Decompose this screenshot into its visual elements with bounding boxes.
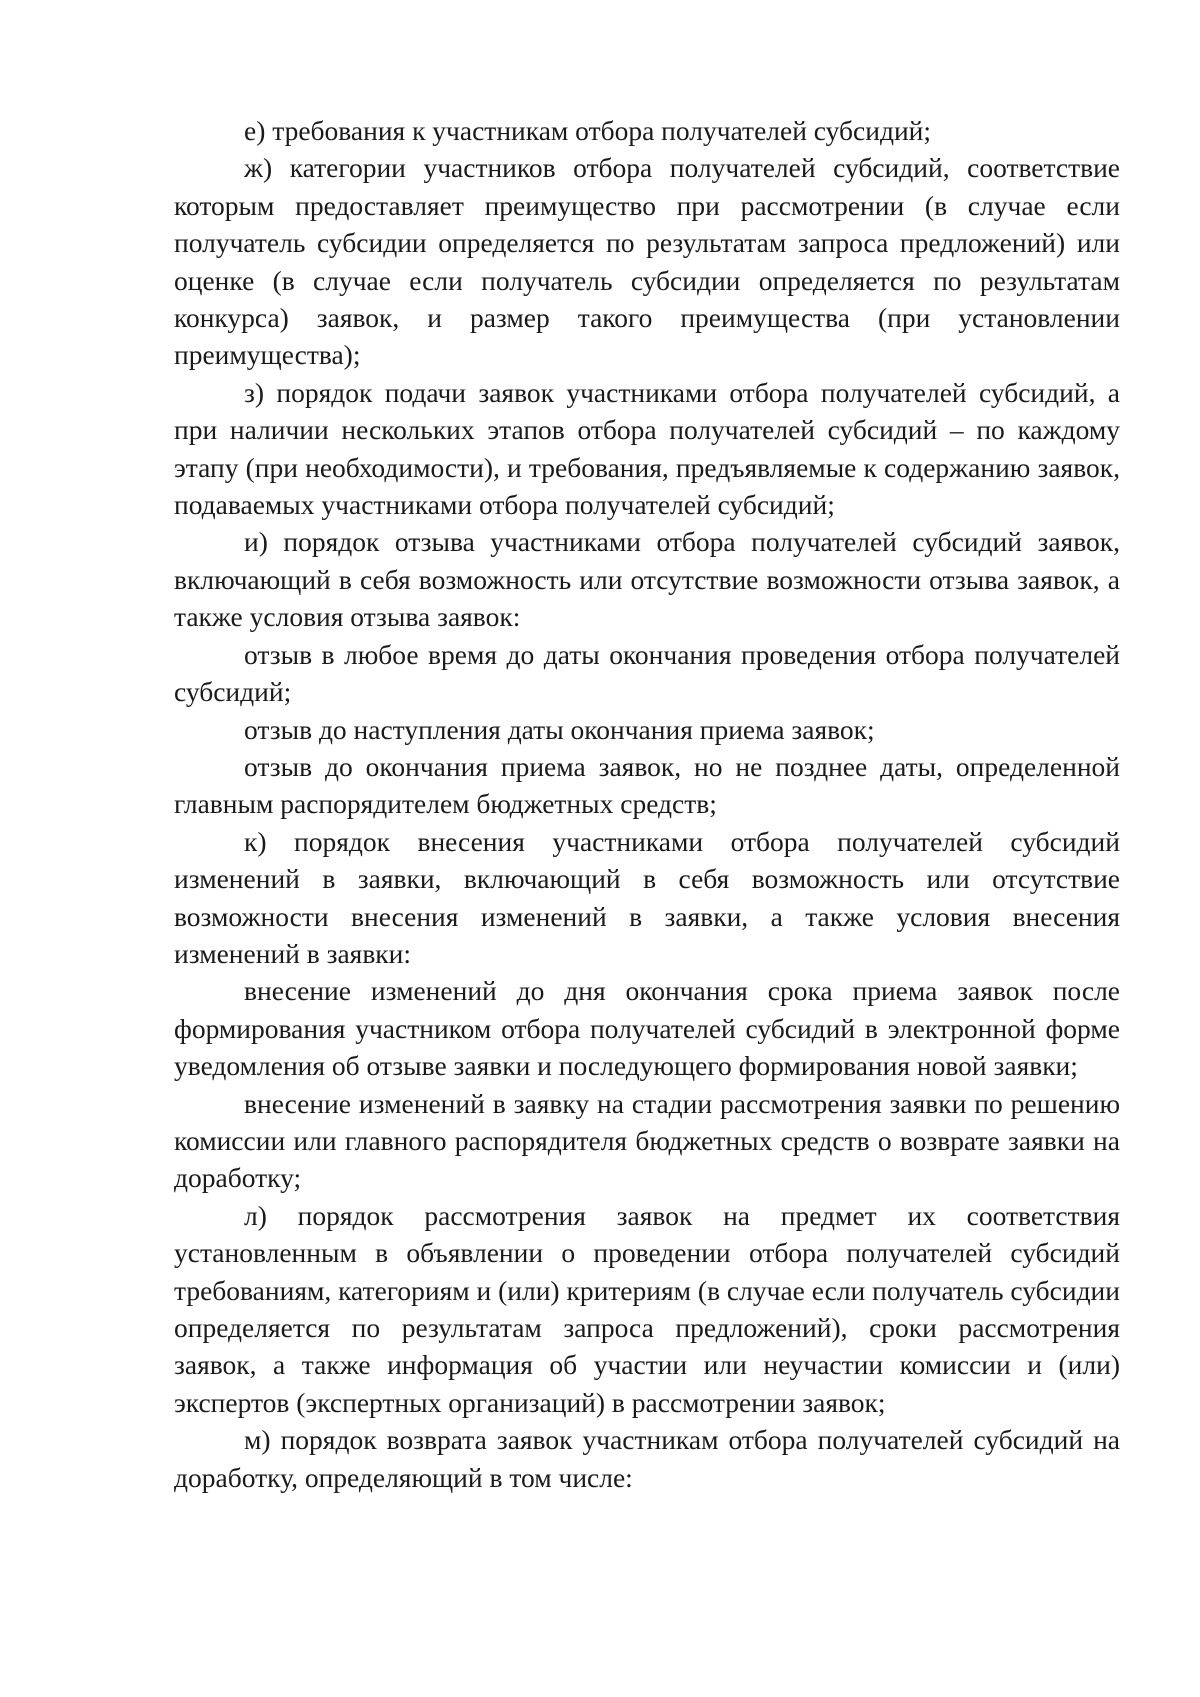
paragraph-zh-categories: ж) категории участников отбора получателей субсидий, соответствие которым предоставляет преимущество при рассмотрении (в случае если получатель субсидии определяется по результатам запроса предложений) или оценке (в случае если получатель субсидии определяется по результатам конкурса) заявок, и размер такого преимущества (при установлении преимущества);	[174, 152, 1120, 371]
paragraph-m-return: м) порядок возврата заявок участникам отбора получателей субсидий на доработку, определяющий в том числе:	[174, 1424, 1120, 1493]
paragraph-withdrawal-option-3: отзыв до окончания приема заявок, но не позднее даты, определенной главным распорядителем бюджетных средств;	[174, 750, 1120, 820]
paragraph-i-withdrawal: и) порядок отзыва участниками отбора получателей субсидий заявок, включающий в себя возможность или отсутствие возможности отзыва заявок, а также условия отзыва заявок:	[174, 526, 1120, 633]
document-body	[174, 112, 1120, 1496]
paragraph-withdrawal-option-1: отзыв в любое время до даты окончания проведения отбора получателей субсидий;	[174, 638, 1120, 708]
paragraph-e-requirements: е) требования к участникам отбора получателей субсидий;	[244, 115, 932, 146]
paragraph-z-submission: з) порядок подачи заявок участниками отбора получателей субсидий, а при наличии нескольких этапов отбора получателей субсидий – по каждому этапу (при необходимости), и требования, предъявляемые к содержанию заявок, подаваемых участниками отбора получателей субсидий;	[174, 376, 1120, 521]
paragraph-l-review: л) порядок рассмотрения заявок на предмет их соответствия установленным в объявлении о проведении отбора получателей субсидий требованиям, категориям и (или) критериям (в случае если получатель субсидии определяется по результатам запроса предложений), сроки рассмотрения заявок, а также информация об участии или неучастии комиссии и (или) экспертов (экспертных организаций) в рассмотрении заявок;	[174, 1199, 1120, 1418]
paragraph-withdrawal-option-2: отзыв до наступления даты окончания приема заявок;	[244, 713, 875, 745]
paragraph-changes-option-2: внесение изменений в заявку на стадии рассмотрения заявки по решению комиссии или главного распорядителя бюджетных средств о возврате заявки на доработку;	[174, 1087, 1120, 1194]
paragraph-changes-option-1: внесение изменений до дня окончания срока приема заявок после формирования участником отбора получателей субсидий в электронной форме уведомления об отзыве заявки и последующего формирования новой заявки;	[174, 975, 1120, 1082]
paragraph-k-changes: к) порядок внесения участниками отбора получателей субсидий изменений в заявки, включающий в себя возможность или отсутствие возможности внесения изменений в заявки, а также условия внесения изменений в заявки:	[174, 825, 1120, 969]
